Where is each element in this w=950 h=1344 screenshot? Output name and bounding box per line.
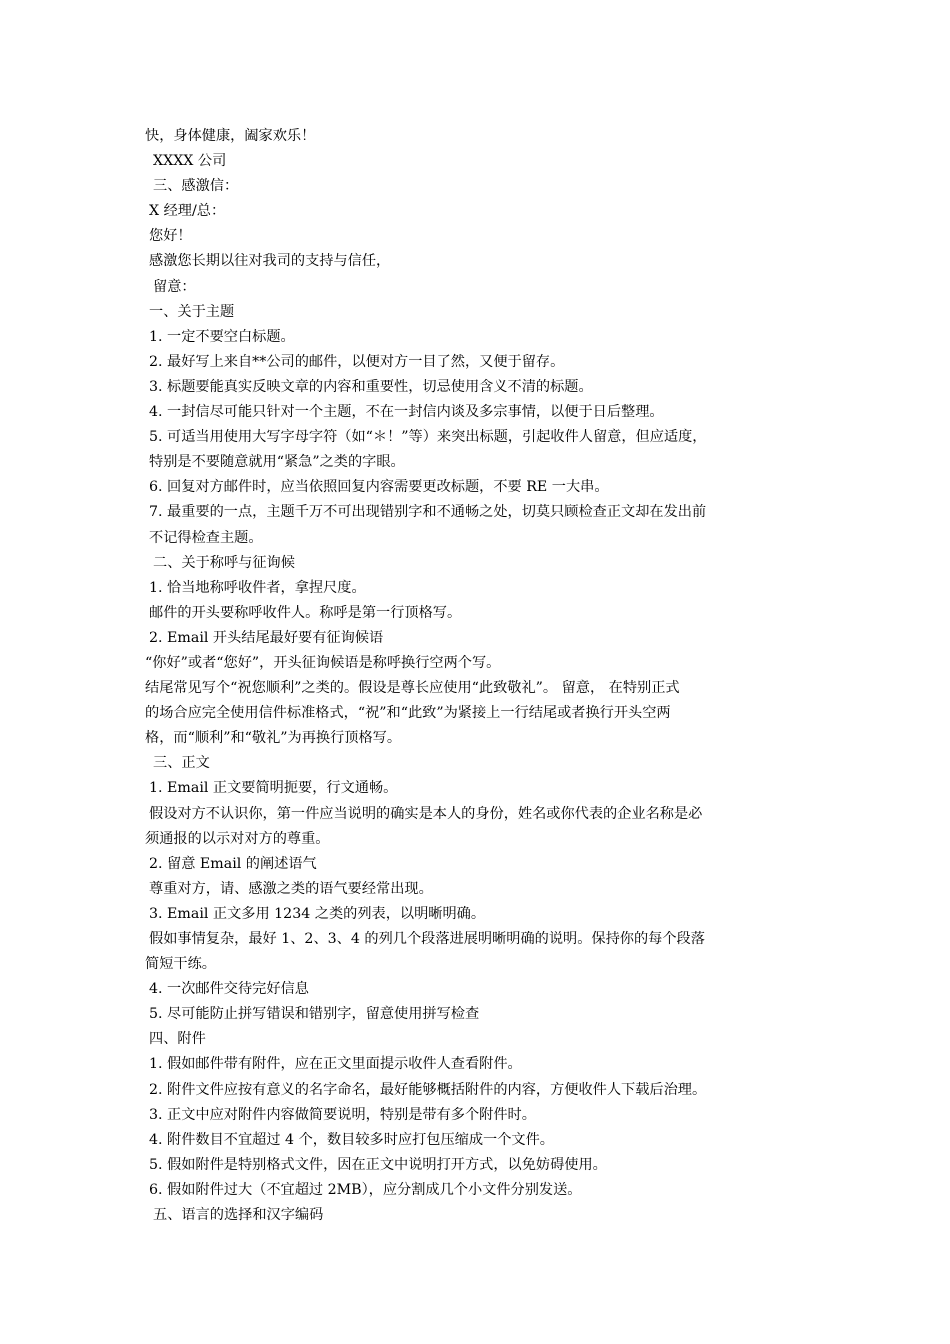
- text-line: 1. 假如邮件带有附件，应在正文里面提示收件人查看附件。: [149, 1056, 522, 1073]
- text-line: “你好”或者“您好”，开头征询候语是称呼换行空两个写。: [145, 654, 501, 671]
- text-line: 结尾常见写个“祝您顺利”之类的。假设是尊长应使用“此致敬礼”。 留意， 在特别正式: [145, 680, 680, 697]
- text-line: 2. 附件文件应按有意义的名字命名，最好能够概括附件的内容，方便收件人下载后治理。: [149, 1081, 707, 1098]
- text-line: 1. 一定不要空白标题。: [149, 328, 295, 345]
- text-line: 2. 最好写上来自**公司的邮件，以便对方一目了然，又便于留存。: [149, 353, 565, 370]
- text-line: 4. 附件数目不宜超过 4 个，数目较多时应打包压缩成一个文件。: [149, 1131, 554, 1148]
- text-line: 一、关于主题: [149, 303, 235, 320]
- text-line: 留意：: [153, 278, 196, 295]
- text-line: 三、正文: [153, 755, 210, 772]
- text-line: 5. 尽可能防止拼写错误和错别字，留意使用拼写检查: [149, 1006, 480, 1023]
- text-line: 快，身体健康，阖家欢乐！: [145, 128, 316, 144]
- text-line: 三、感激信：: [153, 178, 239, 195]
- text-line: 不记得检查主题。: [149, 529, 263, 546]
- text-line: 1. Email 正文要简明扼要，行文通畅。: [149, 780, 398, 797]
- text-line: 特别是不要随意就用“紧急”之类的字眼。: [149, 454, 405, 471]
- text-line: 6. 回复对方邮件时，应当依照回复内容需要更改标题，不要 RE 一大串。: [149, 479, 609, 496]
- text-line: 2. 留意 Email 的阐述语气: [149, 855, 317, 872]
- text-line: 3. Email 正文多用 1234 之类的列表，以明晰明确。: [149, 905, 486, 922]
- text-line: 您好！: [149, 228, 192, 245]
- text-line: 感激您长期以往对我司的支持与信任，: [149, 253, 391, 270]
- document-body: [145, 124, 815, 1228]
- text-line: 格，而“顺利”和“敬礼”为再换行顶格写。: [145, 730, 402, 747]
- text-line: 3. 正文中应对附件内容做简要说明，特别是带有多个附件时。: [149, 1106, 536, 1123]
- text-line: 5. 假如附件是特别格式文件，因在正文中说明打开方式，以免妨碍使用。: [149, 1156, 607, 1173]
- text-line: 假如事情复杂，最好 1、2、3、4 的列几个段落进展明晰明确的说明。保持你的每个段落: [149, 931, 705, 947]
- text-line: 二、关于称呼与征询候: [153, 554, 295, 571]
- text-line: 3. 标题要能真实反映文章的内容和重要性，切忌使用含义不清的标题。: [149, 378, 593, 395]
- text-line: 尊重对方，请、感激之类的语气要经常出现。: [149, 880, 433, 897]
- text-line: 五、语言的选择和汉字编码: [153, 1207, 324, 1224]
- text-line: XXXX 公司: [153, 153, 227, 170]
- text-line: 邮件的开头要称呼收件人。称呼是第一行顶格写。: [149, 604, 462, 621]
- text-line: 的场合应完全使用信件标准格式，“祝”和“此致”为紧接上一行结尾或者换行开头空两: [145, 705, 671, 722]
- text-line: 4. 一封信尽可能只针对一个主题，不在一封信内谈及多宗事情，以便于日后整理。: [149, 404, 664, 421]
- text-line: 6. 假如附件过大（不宜超过 2MB），应分割成几个小文件分别发送。: [149, 1181, 582, 1198]
- text-line: 7. 最重要的一点，主题千万不可出现错别字和不通畅之处，切莫只顾检查正文却在发出前: [149, 504, 707, 521]
- text-line: 4. 一次邮件交待完好信息: [149, 981, 309, 998]
- text-line: 1. 恰当地称呼收件者，拿捏尺度。: [149, 579, 366, 596]
- text-line: 2. Email 开头结尾最好要有征询候语: [149, 629, 384, 646]
- text-line: 简短干练。: [145, 956, 216, 973]
- text-line: 假设对方不认识你，第一件应当说明的确实是本人的身份，姓名或你代表的企业名称是必: [149, 805, 703, 822]
- text-line: 四、附件: [149, 1031, 206, 1048]
- text-line: 须通报的以示对对方的尊重。: [145, 830, 330, 847]
- text-line: X 经理/总：: [149, 203, 226, 220]
- text-line: 5. 可适当用使用大写字母字符（如“＊！”等）来突出标题，引起收件人留意，但应适度，: [149, 429, 707, 446]
